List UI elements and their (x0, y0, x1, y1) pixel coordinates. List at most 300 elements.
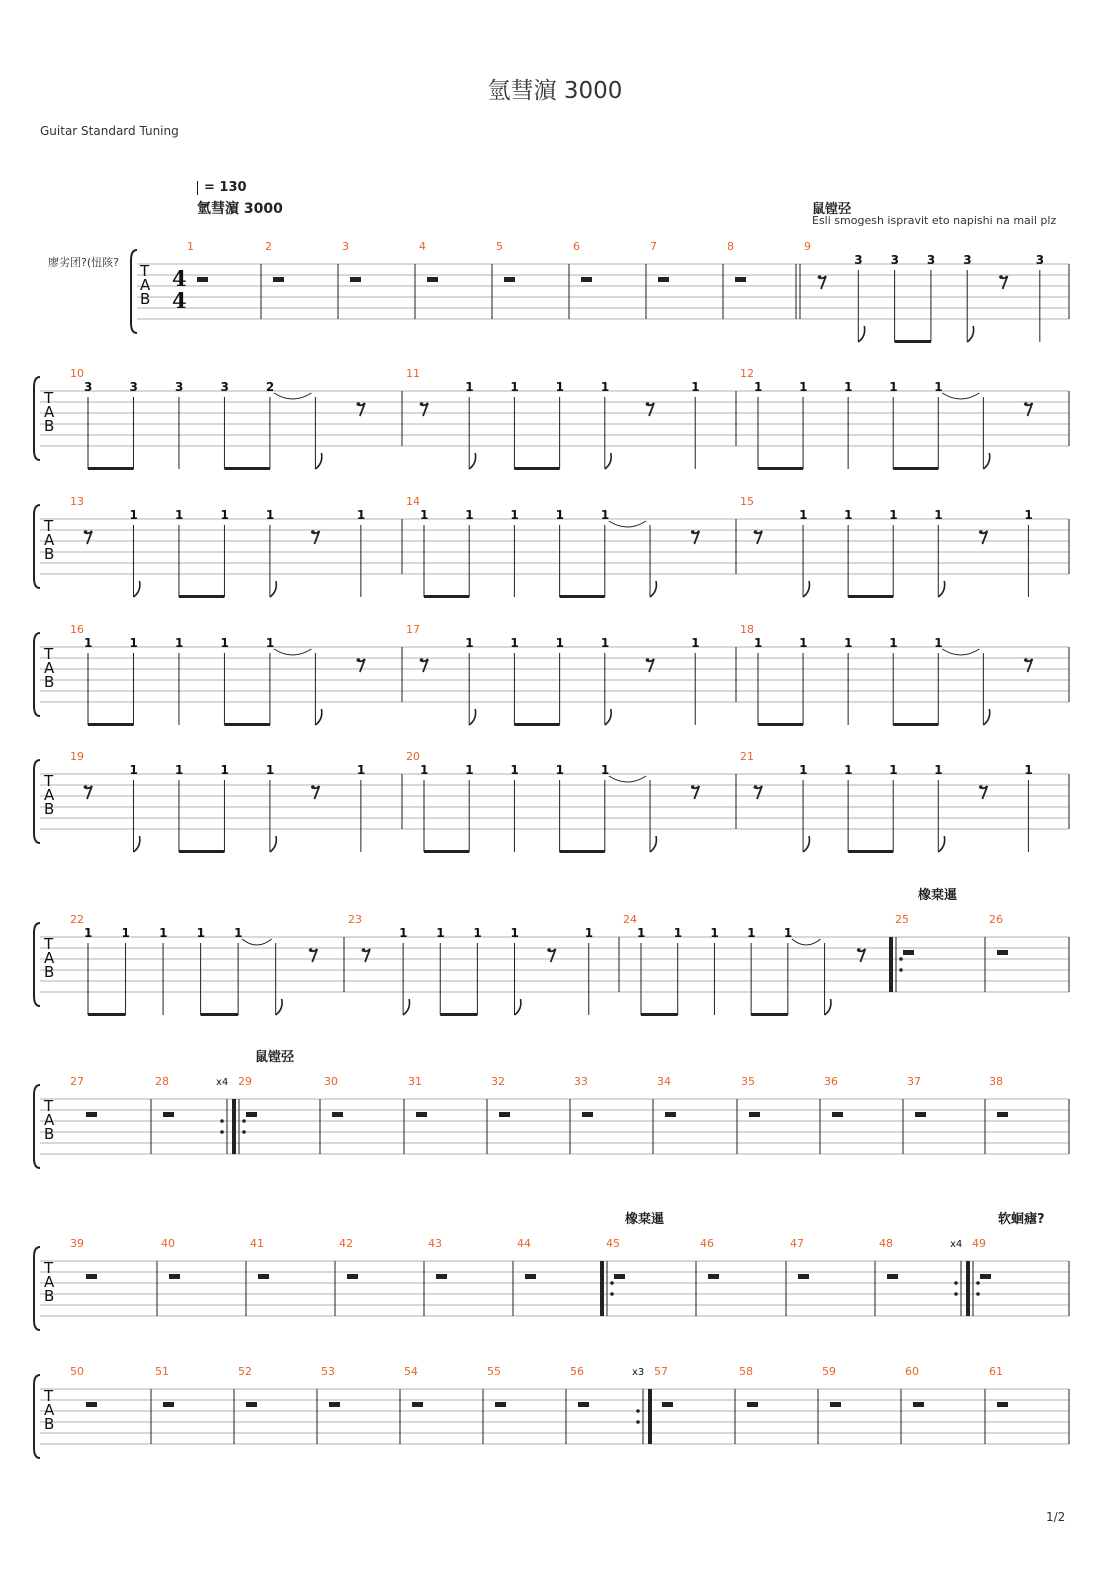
repeat-start-thick-bar (889, 937, 893, 992)
repeat-dot (976, 1292, 980, 1296)
measure-number: 16 (70, 623, 84, 636)
eighth-rest-dot (84, 530, 88, 534)
whole-rest-icon (347, 1274, 358, 1279)
fret-number: 1 (600, 763, 610, 777)
fret-number: 1 (465, 380, 474, 394)
measure-number: 41 (250, 1237, 264, 1250)
tie-arc (274, 393, 311, 399)
fret-number: 1 (1024, 508, 1033, 522)
eighth-rest-dot (420, 402, 424, 406)
note-beam (514, 723, 559, 726)
score-title: 氫彗濵 3000 (487, 78, 623, 104)
whole-rest-icon (614, 1274, 625, 1279)
eighth-rest-dot (691, 785, 695, 789)
fret-number: 1 (265, 508, 275, 522)
measure-number: 17 (406, 623, 420, 636)
whole-rest-icon (749, 1112, 760, 1117)
fret-number: 3 (174, 380, 184, 394)
note-beam (893, 467, 938, 470)
fret-number: 1 (934, 636, 943, 650)
fret-number: 3 (854, 253, 863, 267)
whole-rest-icon (832, 1112, 843, 1117)
measure-number: 40 (161, 1237, 175, 1250)
fret-number: 1 (555, 380, 564, 394)
measure-number: 60 (905, 1365, 919, 1378)
measure-number: 28 (155, 1075, 169, 1088)
whole-rest-icon (273, 277, 284, 282)
fret-number: 1 (465, 763, 474, 777)
fret-number: 1 (174, 508, 184, 522)
whole-rest-icon (436, 1274, 447, 1279)
fret-number: 1 (1024, 763, 1033, 777)
measure-number: 8 (727, 240, 734, 253)
note-beam (893, 723, 938, 726)
section-label-m29: 鼠镗弪 (255, 1050, 295, 1065)
measure-number: 26 (989, 913, 1003, 926)
fret-number: 1 (799, 636, 808, 650)
fret-number: 1 (555, 636, 564, 650)
fret-number: 1 (510, 926, 519, 940)
eighth-rest-dot (754, 785, 758, 789)
measure-number: 14 (406, 495, 420, 508)
fret-number: 1 (265, 636, 275, 650)
eighth-rest-dot (646, 402, 650, 406)
eighth-rest-dot (362, 948, 366, 952)
note-beam (88, 723, 133, 726)
whole-rest-icon (197, 277, 208, 282)
system-bracket (34, 505, 40, 588)
fret-number: 1 (510, 508, 519, 522)
measure-number: 1 (187, 240, 194, 253)
measure-number: 32 (491, 1075, 505, 1088)
measure-number: 44 (517, 1237, 531, 1250)
note-beam (201, 1013, 239, 1016)
fret-number: 1 (889, 380, 898, 394)
measure-number: 50 (70, 1365, 84, 1378)
eighth-rest-dot (1024, 658, 1028, 662)
eighth-flag (514, 999, 520, 1015)
note-beam (179, 595, 224, 598)
system-bracket (34, 1375, 40, 1458)
whole-rest-icon (582, 1112, 593, 1117)
eighth-flag (270, 581, 276, 597)
whole-rest-icon (662, 1402, 673, 1407)
fret-number: 1 (220, 636, 229, 650)
fret-number: 1 (465, 508, 474, 522)
fret-number: 1 (747, 926, 756, 940)
eighth-flag (825, 999, 831, 1015)
measure-number: 12 (740, 367, 754, 380)
eighth-rest-dot (646, 658, 650, 662)
fret-number: 1 (600, 636, 610, 650)
measure-number: 36 (824, 1075, 838, 1088)
eighth-flag (270, 836, 276, 852)
system-bracket (34, 1085, 40, 1168)
whole-rest-icon (416, 1112, 427, 1117)
measure-number: 4 (419, 240, 426, 253)
measure-number: 53 (321, 1365, 335, 1378)
measure-number: 11 (406, 367, 420, 380)
system-bracket (34, 923, 40, 1006)
measure-number: 48 (879, 1237, 893, 1250)
fret-number: 1 (174, 636, 184, 650)
measure-number: 19 (70, 750, 84, 763)
tab-clef-letter: B (140, 290, 151, 308)
repeat-dot (242, 1130, 246, 1134)
tab-clef-letter: A (44, 1273, 55, 1291)
eighth-flag (967, 326, 973, 342)
instrument-name: 廖劣团?(忸陔? (48, 256, 119, 269)
fret-number: 1 (934, 763, 943, 777)
fret-number: 1 (844, 380, 853, 394)
fret-number: 1 (399, 926, 408, 940)
note-beam (88, 1013, 126, 1016)
whole-rest-icon (887, 1274, 898, 1279)
fret-number: 1 (691, 636, 700, 650)
tab-clef-letter: B (44, 673, 55, 691)
measure-number: 25 (895, 913, 909, 926)
note-beam (224, 467, 269, 470)
whole-rest-icon (427, 277, 438, 282)
measure-number: 51 (155, 1365, 169, 1378)
whole-rest-icon (665, 1112, 676, 1117)
fret-number: 3 (129, 380, 138, 394)
measure-number: 43 (428, 1237, 442, 1250)
whole-rest-icon (350, 277, 361, 282)
eighth-flag (133, 836, 139, 852)
eighth-rest-dot (547, 948, 551, 952)
eighth-rest-dot (691, 530, 695, 534)
tie-arc (609, 521, 646, 527)
repeat-end-thick-bar (648, 1389, 652, 1444)
fret-number: 1 (84, 636, 93, 650)
measure-number: 10 (70, 367, 84, 380)
tuning-label: Guitar Standard Tuning (40, 124, 179, 138)
eighth-rest-dot (979, 785, 983, 789)
eighth-rest-dot (420, 658, 424, 662)
eighth-flag (469, 709, 475, 725)
whole-rest-icon (903, 950, 914, 955)
tab-clef-letter: B (44, 417, 55, 435)
fret-number: 1 (234, 926, 243, 940)
measure-number: 47 (790, 1237, 804, 1250)
fret-number: 1 (121, 926, 130, 940)
whole-rest-icon (332, 1112, 343, 1117)
fret-number: 1 (844, 763, 853, 777)
fret-number: 2 (265, 380, 275, 394)
whole-rest-icon (246, 1112, 257, 1117)
tempo-value: = 130 (204, 180, 247, 195)
whole-rest-icon (499, 1112, 510, 1117)
note-beam (758, 723, 803, 726)
eighth-rest-dot (309, 948, 313, 952)
measure-number: 23 (348, 913, 362, 926)
eighth-flag (276, 999, 282, 1015)
whole-rest-icon (913, 1402, 924, 1407)
eighth-rest-dot (311, 530, 315, 534)
tab-clef-letter: T (44, 935, 54, 953)
measure-number: 5 (496, 240, 503, 253)
fret-number: 1 (555, 508, 564, 522)
tab-clef-letter: T (44, 1097, 54, 1115)
measure-number: 61 (989, 1365, 1003, 1378)
eighth-rest-dot (84, 785, 88, 789)
measure-number: 55 (487, 1365, 501, 1378)
fret-number: 1 (129, 636, 138, 650)
whole-rest-icon (830, 1402, 841, 1407)
fret-number: 1 (196, 926, 205, 940)
whole-rest-icon (798, 1274, 809, 1279)
fret-number: 1 (84, 926, 93, 940)
measure-number: 37 (907, 1075, 921, 1088)
eighth-rest-dot (357, 658, 361, 662)
fret-number: 1 (436, 926, 445, 940)
whole-rest-icon (658, 277, 669, 282)
note-beam (641, 1013, 678, 1016)
tie-arc (609, 776, 646, 782)
fret-number: 1 (600, 508, 610, 522)
whole-rest-icon (578, 1402, 589, 1407)
eighth-rest-dot (857, 948, 861, 952)
whole-rest-icon (163, 1402, 174, 1407)
eighth-flag (469, 453, 475, 469)
system-bracket (131, 250, 137, 333)
system-bracket (34, 633, 40, 716)
measure-number: 56 (570, 1365, 584, 1378)
fret-number: 1 (754, 636, 763, 650)
whole-rest-icon (915, 1112, 926, 1117)
note-beam (758, 467, 803, 470)
eighth-rest-dot (311, 785, 315, 789)
whole-rest-icon (581, 277, 592, 282)
whole-rest-icon (495, 1402, 506, 1407)
whole-rest-icon (329, 1402, 340, 1407)
measure-number: 52 (238, 1365, 252, 1378)
measure-number: 38 (989, 1075, 1003, 1088)
system-bracket (34, 377, 40, 460)
note-beam (848, 850, 893, 853)
measure-number: 46 (700, 1237, 714, 1250)
fret-number: 3 (890, 253, 899, 267)
measure-number: 34 (657, 1075, 671, 1088)
note-beam (560, 595, 605, 598)
whole-rest-icon (997, 950, 1008, 955)
comment-text: Esli smogesh ispravit eto napishi na mail plz (812, 214, 1057, 227)
fret-number: 1 (889, 636, 898, 650)
repeat-count: x4 (950, 1239, 963, 1250)
section-label-m49: 软蛔瘧? (998, 1212, 1045, 1227)
tab-clef-letter: B (44, 800, 55, 818)
note-beam (514, 467, 559, 470)
fret-number: 1 (600, 380, 610, 394)
fret-number: 1 (934, 508, 943, 522)
section-label-m45: 橡枽暹 (625, 1212, 665, 1227)
repeat-dot (954, 1281, 958, 1285)
fret-number: 1 (356, 763, 366, 777)
system-bracket (34, 760, 40, 843)
tab-clef-letter: A (44, 403, 55, 421)
fret-number: 1 (129, 763, 138, 777)
repeat-dot (976, 1281, 980, 1285)
repeat-dot (954, 1292, 958, 1296)
fret-number: 1 (754, 380, 763, 394)
fret-number: 1 (220, 508, 229, 522)
tab-clef-letter: T (44, 389, 54, 407)
repeat-count: x3 (632, 1367, 645, 1378)
tab-clef-letter: B (44, 1287, 55, 1305)
fret-number: 1 (844, 508, 853, 522)
tab-clef-letter: T (140, 262, 150, 280)
tie-arc (942, 393, 979, 399)
repeat-dot (220, 1130, 224, 1134)
tab-clef-letter: A (44, 659, 55, 677)
measure-number: 18 (740, 623, 754, 636)
measure-number: 35 (741, 1075, 755, 1088)
fret-number: 1 (510, 636, 519, 650)
measure-number: 54 (404, 1365, 418, 1378)
whole-rest-icon (997, 1112, 1008, 1117)
fret-number: 1 (844, 636, 853, 650)
note-beam (751, 1013, 788, 1016)
repeat-count: x4 (216, 1077, 229, 1088)
eighth-rest-dot (754, 530, 758, 534)
fret-number: 3 (220, 380, 229, 394)
measure-number: 30 (324, 1075, 338, 1088)
measure-number: 13 (70, 495, 84, 508)
measure-number: 45 (606, 1237, 620, 1250)
note-beam (440, 1013, 477, 1016)
fret-number: 1 (934, 380, 943, 394)
measure-number: 29 (238, 1075, 252, 1088)
tab-clef-letter: T (44, 772, 54, 790)
note-beam (88, 467, 133, 470)
measure-number: 3 (342, 240, 349, 253)
repeat-start-thick-bar (966, 1261, 970, 1316)
fret-number: 1 (465, 636, 474, 650)
tab-clef-letter: A (44, 1401, 55, 1419)
whole-rest-icon (747, 1402, 758, 1407)
measure-number: 57 (654, 1365, 668, 1378)
measure-number: 42 (339, 1237, 353, 1250)
whole-rest-icon (997, 1402, 1008, 1407)
whole-rest-icon (86, 1402, 97, 1407)
measure-number: 6 (573, 240, 580, 253)
whole-rest-icon (86, 1112, 97, 1117)
measure-number: 31 (408, 1075, 422, 1088)
repeat-dot (899, 968, 903, 972)
tab-clef-letter: A (140, 276, 151, 294)
eighth-flag (650, 836, 656, 852)
eighth-rest-dot (1024, 402, 1028, 406)
tab-clef-letter: T (44, 1387, 54, 1405)
fret-number: 1 (783, 926, 793, 940)
note-beam (179, 850, 224, 853)
eighth-rest-dot (818, 275, 822, 279)
fret-number: 1 (691, 380, 700, 394)
song-marker: 氫彗濵 3000 (197, 201, 283, 217)
measure-number: 21 (740, 750, 754, 763)
fret-number: 1 (220, 763, 229, 777)
repeat-dot (610, 1292, 614, 1296)
system-bracket (34, 1247, 40, 1330)
fret-number: 1 (159, 926, 168, 940)
tie-arc (274, 649, 311, 655)
fret-number: 1 (799, 508, 808, 522)
eighth-flag (605, 709, 611, 725)
time-signature-bottom: 4 (172, 288, 187, 313)
repeat-dot (610, 1281, 614, 1285)
tab-clef-letter: B (44, 545, 55, 563)
whole-rest-icon (169, 1274, 180, 1279)
whole-rest-icon (980, 1274, 991, 1279)
whole-rest-icon (258, 1274, 269, 1279)
whole-rest-icon (708, 1274, 719, 1279)
note-beam (424, 595, 469, 598)
eighth-rest-dot (999, 275, 1003, 279)
eighth-flag (938, 581, 944, 597)
tab-clef-letter: B (44, 963, 55, 981)
note-beam (424, 850, 469, 853)
time-signature-top: 4 (172, 266, 187, 291)
fret-number: 1 (510, 763, 519, 777)
fret-number: 1 (889, 763, 898, 777)
eighth-flag (983, 453, 989, 469)
measure-number: 33 (574, 1075, 588, 1088)
section-label-m25: 橡枽暹 (918, 888, 958, 903)
fret-number: 1 (420, 763, 429, 777)
fret-number: 3 (84, 380, 93, 394)
eighth-flag (803, 836, 809, 852)
fret-number: 1 (637, 926, 646, 940)
whole-rest-icon (525, 1274, 536, 1279)
tie-arc (942, 649, 979, 655)
tab-clef-letter: A (44, 786, 55, 804)
whole-rest-icon (163, 1112, 174, 1117)
tab-clef-letter: A (44, 531, 55, 549)
measure-number: 39 (70, 1237, 84, 1250)
eighth-flag (315, 709, 321, 725)
fret-number: 1 (673, 926, 683, 940)
measure-number: 58 (739, 1365, 753, 1378)
note-beam (560, 850, 605, 853)
fret-number: 1 (584, 926, 594, 940)
eighth-flag (650, 581, 656, 597)
measure-number: 2 (265, 240, 272, 253)
tab-clef-letter: T (44, 517, 54, 535)
fret-number: 1 (510, 380, 519, 394)
section-label-m9: 鼠镗弪 (812, 202, 852, 217)
fret-number: 1 (889, 508, 898, 522)
measure-number: 15 (740, 495, 754, 508)
eighth-flag (315, 453, 321, 469)
repeat-start-thick-bar (600, 1261, 604, 1316)
measure-number: 59 (822, 1365, 836, 1378)
tab-clef-letter: A (44, 1111, 55, 1129)
measure-number: 20 (406, 750, 420, 763)
note-beam (895, 340, 931, 343)
tab-clef-letter: T (44, 1259, 54, 1277)
tab-clef-letter: B (44, 1415, 55, 1433)
measure-number: 22 (70, 913, 84, 926)
eighth-rest-dot (357, 402, 361, 406)
repeat-start-thick-bar (232, 1099, 236, 1154)
fret-number: 1 (356, 508, 366, 522)
fret-number: 3 (963, 253, 972, 267)
measure-number: 7 (650, 240, 657, 253)
eighth-flag (133, 581, 139, 597)
eighth-flag (938, 836, 944, 852)
repeat-dot (220, 1119, 224, 1123)
